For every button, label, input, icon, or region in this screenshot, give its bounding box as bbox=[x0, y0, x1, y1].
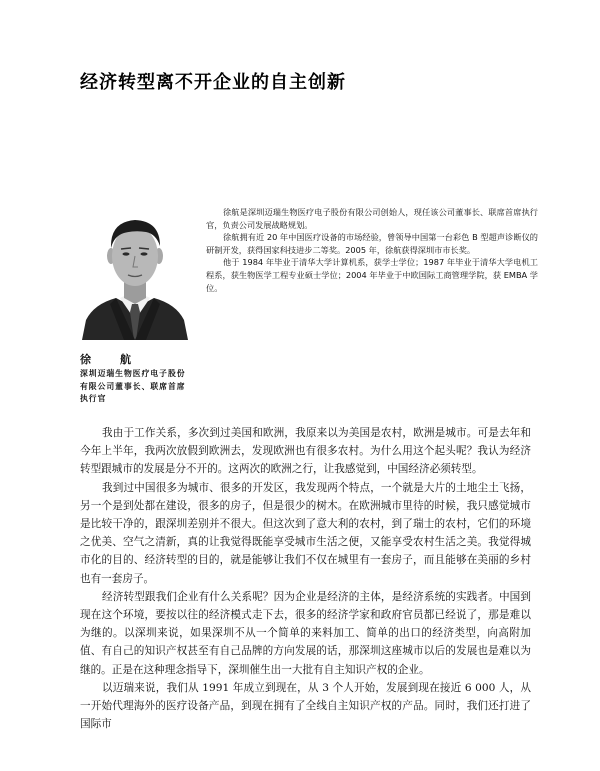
body-paragraph: 经济转型跟我们企业有什么关系呢？因为企业是经济的主体，是经济系统的实践者。中国到现在这个环境，要按以往的经济模式走下去，很多的经济学家和政府官员都已经说了，那是难以为继的。以深圳来说，如果深圳不从一个简单的来料加工、简单的出口的经济类型，向高附加值、有自己的知识产权甚至有自己品牌的方向发展的话，那深圳这座城市以后的发展也是难以为继的。正是在这种理念指导下，深圳催生出一大批有自主知识产权的企业。 bbox=[80, 590, 531, 676]
author-bio bbox=[206, 206, 538, 294]
author-portrait-photo bbox=[80, 208, 190, 340]
bio-paragraph: 徐航是深圳迈瑞生物医疗电子股份有限公司创始人，现任该公司董事长、联席首席执行官，负责公司发展战略规划。 bbox=[206, 207, 538, 230]
article-body bbox=[80, 424, 531, 733]
author-position-line: 有限公司董事长、联席首席 bbox=[80, 381, 186, 391]
article-title: 经济转型离不开企业的自主创新 bbox=[80, 72, 346, 93]
author-position-line: 深圳迈瑞生物医疗电子股份 bbox=[80, 369, 186, 378]
bio-paragraph: 徐航拥有近 20 年中国医疗设备的市场经验，曾领导中国第一台彩色 B 型超声诊断仪的研制开发，获得国家科技进步二等奖。2005 年，徐航获得深圳市市长奖。 bbox=[206, 232, 538, 255]
author-position bbox=[80, 368, 200, 406]
body-paragraph: 我到过中国很多为城市、很多的开发区，我发现两个特点，一个就是大片的土地尘土飞扬，另一个是到处都在建设，很多的房子，但是很少的树木。在欧洲城市里待的时候，我只感觉城市是比较干净的，跟深圳差别并不很大。但这次到了意大利的农村，到了瑞士的农村，它们的环境之优美、空气之清新，真的让我觉得既能享受城市生活之便，又能享受农村生活之美。我觉得城市化的目的、经济转型的目的，就是能够让我们不仅在城里有一套房子，而且能够在美丽的乡村也有一套房子。 bbox=[80, 481, 531, 585]
author-name: 徐 航 bbox=[80, 353, 140, 366]
bio-paragraph: 他于 1984 年毕业于清华大学计算机系，获学士学位；1987 年毕业于清华大学电机工程系，获生物医学工程专业硕士学位；2004 年毕业于中欧国际工商管理学院，获 EMBA 学位。 bbox=[206, 257, 538, 293]
body-paragraph: 我由于工作关系，多次到过美国和欧洲，我原来以为美国是农村，欧洲是城市。可是去年和今年上半年，我两次放假到欧洲去，发现欧洲也有很多农村。为什么用这个起头呢？我认为经济转型跟城市的发展是分不开的。这两次的欧洲之行，让我感觉到，中国经济必须转型。 bbox=[80, 427, 531, 476]
author-position-line: 执行官 bbox=[80, 394, 107, 403]
portrait-illustration bbox=[80, 208, 190, 340]
body-paragraph: 以迈瑞来说，我们从 1991 年成立到现在，从 3 个人开始，发展到现在接近 6 000 人，从一开始代理海外的医疗设备产品，到现在拥有了全线自主知识产权的产品。同时，我们还打进了国际市 bbox=[80, 681, 531, 731]
